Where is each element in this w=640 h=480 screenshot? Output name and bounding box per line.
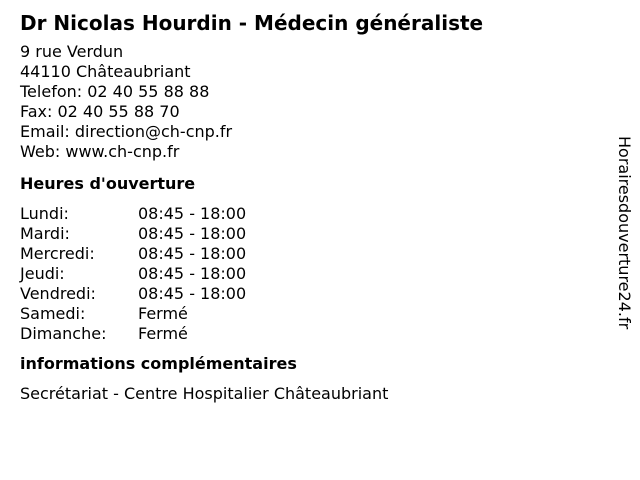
phone-number: Telefon: 02 40 55 88 88 <box>20 82 210 101</box>
hours-row-thursday <box>20 264 610 284</box>
hours-row-saturday <box>20 304 610 324</box>
site-watermark: Horairesdouverture24.fr <box>615 136 634 330</box>
day-hours: 08:45 - 18:00 <box>138 264 247 283</box>
day-label: Jeudi: <box>20 264 65 283</box>
hours-row-sunday <box>20 324 610 344</box>
day-label: Samedi: <box>20 304 86 323</box>
page-title: Dr Nicolas Hourdin - Médecin généraliste <box>20 11 484 35</box>
day-label: Mercredi: <box>20 244 95 263</box>
postal-city: 44110 Châteaubriant <box>20 62 191 81</box>
hours-row-tuesday <box>20 224 610 244</box>
day-hours: Fermé <box>138 304 188 323</box>
day-hours: 08:45 - 18:00 <box>138 224 247 243</box>
fax-number: Fax: 02 40 55 88 70 <box>20 102 180 121</box>
day-label: Lundi: <box>20 204 69 223</box>
day-label: Mardi: <box>20 224 70 243</box>
day-hours: 08:45 - 18:00 <box>138 204 247 223</box>
info-text: Secrétariat - Centre Hospitalier Châteaubriant <box>20 384 389 403</box>
website: Web: www.ch-cnp.fr <box>20 142 180 161</box>
hours-row-monday <box>20 204 610 224</box>
hours-row-wednesday <box>20 244 610 264</box>
address-block <box>20 42 610 162</box>
street-address: 9 rue Verdun <box>20 42 124 61</box>
hours-row-friday <box>20 284 610 304</box>
day-hours: 08:45 - 18:00 <box>138 244 247 263</box>
hours-heading: Heures d'ouverture <box>20 174 196 193</box>
day-label: Vendredi: <box>20 284 96 303</box>
info-heading: informations complémentaires <box>20 354 297 373</box>
email-address: Email: direction@ch-cnp.fr <box>20 122 233 141</box>
day-hours: 08:45 - 18:00 <box>138 284 247 303</box>
hours-table <box>20 204 610 344</box>
day-label: Dimanche: <box>20 324 107 343</box>
business-listing <box>20 10 610 404</box>
day-hours: Fermé <box>138 324 188 343</box>
